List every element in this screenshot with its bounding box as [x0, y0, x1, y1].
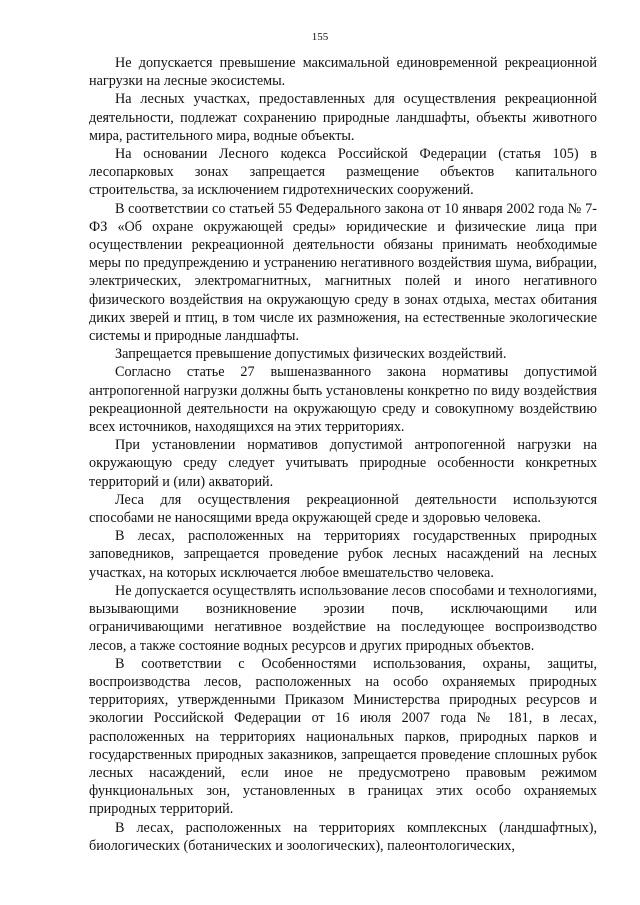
paragraph: В соответствии с Особенностями использования, охраны, защиты, воспроизводства лесов, расположенных на особо охраняемых природных территориях, утвержденными Приказом Министерства природных ресурсов и экологии Российской Федерации от 16 июля 2007 года № 181, в лесах, расположенных на территориях национальных парков, природных парков и государственных природных заказников, запрещается проведение сплошных рубок лесных насаждений, если иное не предусмотрено правовым режимом функциональных зон, установленных в границах этих особо охраняемых природных территорий.	[89, 655, 597, 818]
paragraph: При установлении нормативов допустимой антропогенной нагрузки на окружающую среду следует учитывать природные особенности конкретных территорий и (или) акваторий.	[89, 437, 597, 490]
page-number: 155	[311, 31, 329, 43]
paragraph: В лесах, расположенных на территориях государственных природных заповедников, запрещается проведение рубок лесных насаждений на лесных участках, на которых исключается любое вмешательство человека.	[89, 528, 597, 581]
paragraph: Не допускается осуществлять использование лесов способами и технологиями, вызывающими возникновение эрозии почв, исключающими или ограничивающими негативное воздействие на последующее воспроизводство лесов, а также состояние водных ресурсов и других природных объектов.	[89, 582, 597, 654]
paragraph: На основании Лесного кодекса Российской Федерации (статья 105) в лесопарковых зонах запрещается размещение объектов капитального строительства, за исключением гидротехнических сооружений.	[89, 146, 597, 199]
paragraph: Запрещается превышение допустимых физических воздействий.	[115, 346, 507, 363]
paragraph: В лесах, расположенных на территориях комплексных (ландшафтных), биологических (ботанических и зоологических), палеонтологических,	[89, 819, 597, 854]
paragraph: Леса для осуществления рекреационной деятельности используются способами не наносящими вреда окружающей среде и здоровью человека.	[89, 491, 597, 527]
paragraph: Не допускается превышение максимальной единовременной рекреационной нагрузки на лесные экосистемы.	[89, 55, 597, 90]
document-body	[89, 54, 597, 855]
paragraph: Согласно статье 27 вышеназванного закона нормативы допустимой антропогенной нагрузки должны быть установлены конкретно по виду воздействия рекреационной деятельности на окружающую среду и совокупному воздействию всех источников, находящихся на этих территориях.	[89, 364, 597, 436]
paragraph: На лесных участках, предоставленных для осуществления рекреационной деятельности, подлежат сохранению природные ландшафты, объекты животного мира, растительного мира, водные объекты.	[89, 91, 597, 144]
paragraph: В соответствии со статьей 55 Федерального закона от 10 января 2002 года № 7-ФЗ «Об охране окружающей среды» юридические и физические лица при осуществлении рекреационной деятельности обязаны принимать необходимые меры по предупреждению и устранению негативного воздействия шума, вибрации, электрических, электромагнитных, магнитных полей и иного негативного физического воздействия на окружающую среду в зонах отдыха, местах обитания диких зверей и птиц, в том числе их размножения, на естественные экологические системы и природные ландшафты.	[89, 200, 597, 345]
